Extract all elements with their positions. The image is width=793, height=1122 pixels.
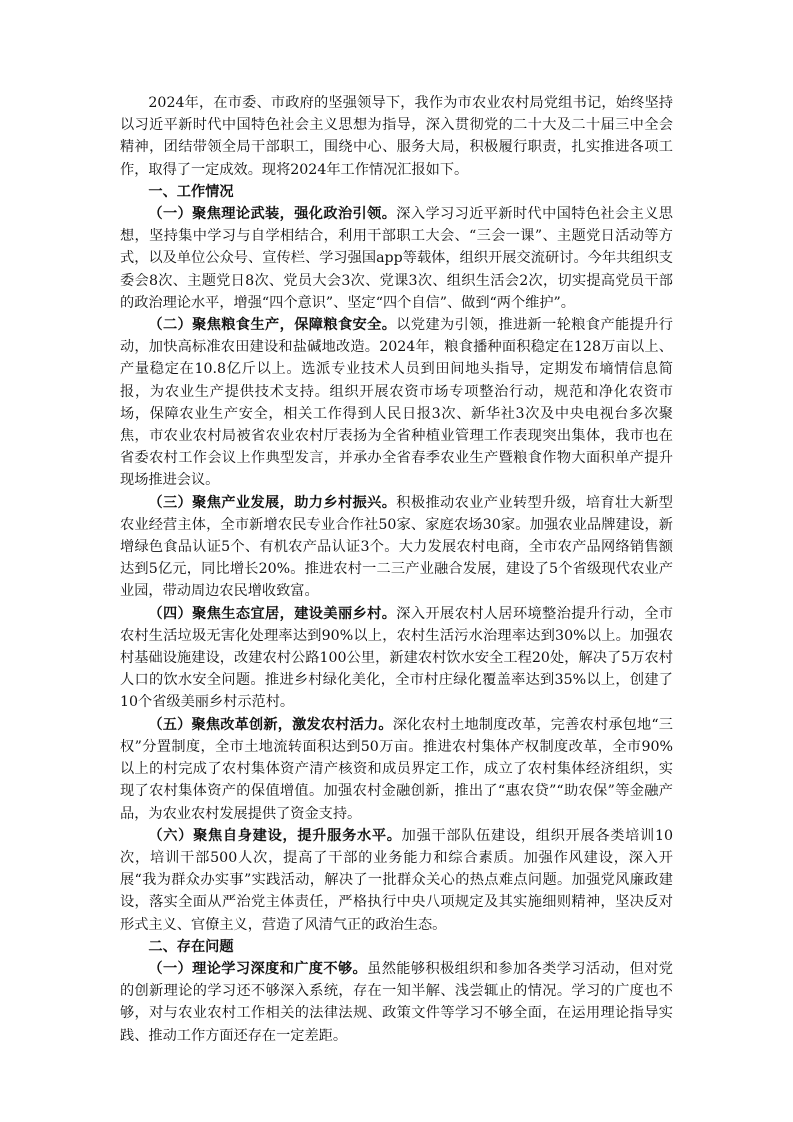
paragraph-body: 以党建为引领，推进新一轮粮食产能提升行动，加快高标准农田建设和盐碱地改造。2024年，粮食播种面积稳定在128万亩以上、产量稳定在10.8亿斤以上。选派专业技术人员到田间地头指导，定期发布墒情信息简报，为农业生产提供技术支持。组织开展农资市场专项整治行动，规范和净化农资市场，保障农业生产安全，相关工作得到人民日报3次、新华社3次及中央电视台多次聚焦，市农业农村局被省农业农村厅表扬为全省种植业管理工作表现突出集体，我市也在省委农村工作会议上作典型发言，并承办全省春季农业生产暨粮食作物大面积单产提升现场推进会议。 (120, 317, 673, 489)
paragraph-body: 积极推动农业产业转型升级，培育壮大新型农业经营主体，全市新增农民专业合作社50家、家庭农场30家。加强农业品牌建设，新增绿色食品认证5个、有机农产品认证3个。大力发展农村电商，全市农产品网络销售额达到5亿元，同比增长20%。推进农村一二三产业融合发展，建设了5个省级现代农业产业园，带动周边农民增收致富。 (120, 494, 673, 600)
paragraph-lead: （二）聚焦粮食生产，保障粮食安全。 (148, 317, 397, 334)
paragraph-reform (120, 714, 673, 825)
section-heading-problems: 二、存在问题 (148, 938, 234, 955)
paragraph-lead: （五）聚焦改革创新，激发农村活力。 (148, 716, 393, 733)
paragraph-lead: （四）聚焦生态宜居，建设美丽乡村。 (148, 605, 397, 622)
paragraph-body: 虽然能够积极组织和参加各类学习活动，但对党的创新理论的学习还不够深入系统，存在一知半解、浅尝辄止的情况。学习的广度也不够，对与农业农村工作相关的法律法规、政策文件等学习不够全面，在运用理论指导实践、推动工作方面还存在一定差距。 (120, 960, 673, 1044)
paragraph-lead: （一）理论学习深度和广度不够。 (148, 960, 368, 977)
document-body (120, 92, 673, 1047)
paragraph-industry (120, 492, 673, 603)
paragraph-study-depth (120, 958, 673, 1047)
paragraph-body: 深化农村土地制度改革，完善农村承包地“三权”分置制度，全市土地流转面积达到50万亩。推进农村集体产权制度改革，全市90%以上的村完成了农村集体资产清产核资和成员界定工作，成立了农村集体经济组织，实现了农村集体资产的保值增值。加强农村金融创新，推出了“惠农贷”“助农保”等金融产品，为农业农村发展提供了资金支持。 (120, 716, 673, 822)
paragraph-body: 深入学习习近平新时代中国特色社会主义思想，坚持集中学习与自学相结合，利用干部职工大会、“三会一课”、主题党日活动等方式，以及单位公众号、宣传栏、学习强国app等载体，组织开展交流研讨。今年共组织支委会8次、主题党日8次、党员大会3次、党课3次、组织生活会2次，切实提高党员干部的政治理论水平，增强“四个意识”、坚定“四个自信”、做到“两个维护”。 (120, 206, 673, 311)
paragraph-body: 加强干部队伍建设，组织开展各类培训10次，培训干部500人次，提高了干部的业务能力和综合素质。加强作风建设，深入开展“我为群众办实事”实践活动，解决了一批群众关心的热点难点问题。加强党风廉政建设，落实全面从严治党主体责任，严格执行中央八项规定及其实施细则精神，坚决反对形式主义、官僚主义，营造了风清气正的政治生态。 (120, 827, 673, 933)
paragraph-self-building (120, 825, 673, 936)
intro-paragraph: 2024年，在市委、市政府的坚强领导下，我作为市农业农村局党组书记，始终坚持以习近平新时代中国特色社会主义思想为指导，深入贯彻党的二十大及二十届三中全会精神，团结带领全局干部职工，围绕中心、服务大局，积极履行职责，扎实推进各项工作，取得了一定成效。现将2024年工作情况汇报如下。 (120, 95, 673, 178)
paragraph-body: 深入开展农村人居环境整治提升行动，全市农村生活垃圾无害化处理率达到90%以上，农村生活污水治理率达到30%以上。加强农村基础设施建设，改建农村公路100公里，新建农村饮水安全工程20处，解决了5万农村人口的饮水安全问题。推进乡村绿化美化，全市村庄绿化覆盖率达到35%以上，创建了10个省级美丽乡村示范村。 (120, 605, 673, 711)
section-heading-work-status: 一、工作情况 (148, 183, 234, 200)
paragraph-lead: （六）聚焦自身建设，提升服务水平。 (148, 827, 402, 844)
paragraph-theory (120, 203, 673, 314)
paragraph-lead: （一）聚焦理论武装，强化政治引领。 (148, 206, 397, 223)
paragraph-lead: （三）聚焦产业发展，助力乡村振兴。 (148, 494, 397, 511)
paragraph-grain (120, 314, 673, 492)
paragraph-ecology (120, 603, 673, 714)
